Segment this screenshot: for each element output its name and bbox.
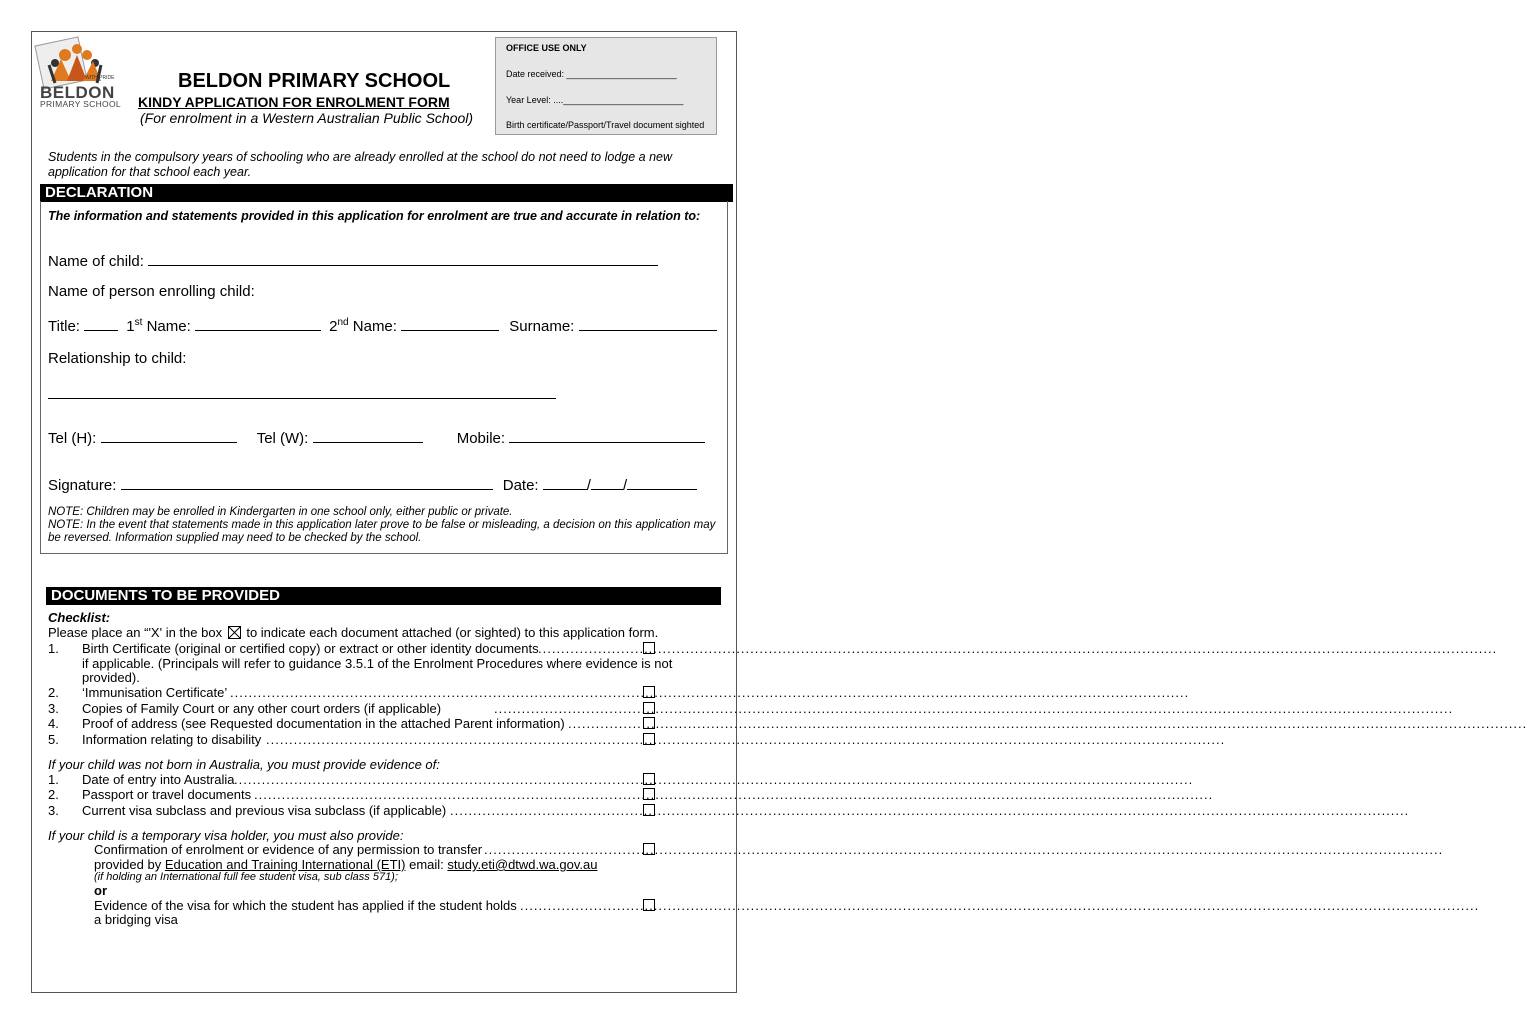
item-2-text: ‘Immunisation Certificate’ xyxy=(82,685,228,700)
form-subtitle: (For enrolment in a Western Australian Public School) xyxy=(140,110,474,126)
temp-visa-line-3: a bridging visa xyxy=(94,912,178,927)
item-1-text: Birth Certificate (original or certified copy) or extract or other identity documents xyxy=(82,641,539,656)
logo-subtext: PRIMARY SCHOOL xyxy=(40,99,121,109)
instruction-a: Please place an “'X' in the box xyxy=(48,625,223,640)
item-1-cont2: provided). xyxy=(82,670,140,685)
second-name-sup: nd xyxy=(337,317,349,328)
mobile-label: Mobile: xyxy=(456,430,506,447)
year-level-field[interactable]: Year Level: ....________________________ xyxy=(506,95,684,105)
nb-item-1-text: Date of entry into Australia xyxy=(82,772,235,787)
item-1-cont1: if applicable. (Principals will refer to guidance 3.5.1 of the Enrolment Procedures where evidence is not xyxy=(82,656,673,671)
birth-cert-sighted: Birth certificate/Passport/Travel document sighted xyxy=(506,120,705,130)
signature-field[interactable] xyxy=(121,475,493,490)
temp-visa-email-label: email: xyxy=(409,857,444,872)
not-born-heading: If your child was not born in Australia, you must provide evidence of: xyxy=(48,757,440,772)
nb-item-2-num: 2. xyxy=(48,787,59,802)
relationship-label: Relationship to child: xyxy=(48,350,187,367)
person-enrolling-label: Name of person enrolling child: xyxy=(48,283,255,300)
item-3-dots: ................................................................................................................................................................................................................ xyxy=(494,701,1454,716)
item-3-num: 3. xyxy=(48,701,59,716)
temp-visa-checkbox-1[interactable] xyxy=(643,843,655,855)
nb-item-2-checkbox[interactable] xyxy=(643,788,655,800)
item-3-checkbox[interactable] xyxy=(643,702,655,714)
second-name-field[interactable] xyxy=(401,316,499,331)
date-label: Date: xyxy=(502,477,539,494)
declaration-heading: DECLARATION xyxy=(40,184,733,202)
nb-item-1-checkbox[interactable] xyxy=(643,773,655,785)
instruction-b: to indicate each document attached (or sighted) to this application form. xyxy=(246,625,659,640)
nb-item-1-num: 1. xyxy=(48,772,59,787)
logo-text: BELDON xyxy=(40,83,115,102)
nb-item-3-checkbox[interactable] xyxy=(643,804,655,816)
name-of-child-field[interactable] xyxy=(148,251,658,266)
declaration-statement: The information and statements provided in this application for enrolment are true and accurate in relation to: xyxy=(48,209,701,223)
item-1-checkbox[interactable] xyxy=(643,642,655,654)
item-1-num: 1. xyxy=(48,641,59,656)
documents-heading: DOCUMENTS TO BE PROVIDED xyxy=(46,587,721,605)
note-2: NOTE: In the event that statements made in this application later prove to be false or misleading, a decision on this application may be reversed. Information supplied may need to be checked by the school. xyxy=(48,519,716,544)
item-2-dots: ................................................................................................................................................................................................................ xyxy=(230,685,1190,700)
title-field[interactable] xyxy=(84,316,118,331)
item-4-checkbox[interactable] xyxy=(643,717,655,729)
date-sep-1: / xyxy=(586,477,591,494)
form-title: KINDY APPLICATION FOR ENROLMENT FORM xyxy=(138,94,450,110)
surname-field[interactable] xyxy=(579,316,717,331)
temp-visa-provided-by: provided by xyxy=(94,857,162,872)
intro-text: Students in the compulsory years of schooling who are already enrolled at the school do not need to lodge a new application for that school each year. xyxy=(48,150,673,179)
nb-item-3-num: 3. xyxy=(48,803,59,818)
date-received-field[interactable]: Date received: ______________________ xyxy=(506,69,677,79)
nb-item-1-dots: ................................................................................................................................................................................................................ xyxy=(234,772,1194,787)
date-year-field[interactable] xyxy=(627,475,697,490)
tel-h-field[interactable] xyxy=(101,428,237,443)
item-5-text: Information relating to disability xyxy=(82,732,262,747)
surname-label: Surname: xyxy=(509,318,575,335)
crossed-box-icon xyxy=(228,626,241,639)
date-day-field[interactable] xyxy=(543,475,587,490)
title-label: Title: xyxy=(48,318,80,335)
office-title: OFFICE USE ONLY xyxy=(506,43,587,53)
first-name-field[interactable] xyxy=(195,316,321,331)
item-4-dots: ................................................................................................................................................................................................................ xyxy=(568,716,1527,731)
date-sep-2: / xyxy=(622,477,628,494)
nb-item-3-text: Current visa subclass and previous visa subclass (if applicable) xyxy=(82,803,447,818)
eti-email-link[interactable]: study.eti@dtwd.wa.gov.au xyxy=(447,857,598,872)
temp-visa-line-1: Confirmation of enrolment or evidence of any permission to transfer xyxy=(94,842,483,857)
second-name-num: 2 xyxy=(329,318,338,335)
school-name: BELDON PRIMARY SCHOOL xyxy=(178,70,451,92)
office-use-box xyxy=(495,37,717,135)
item-5-dots: ................................................................................................................................................................................................................ xyxy=(266,732,1226,747)
or-label: or xyxy=(94,883,107,898)
item-5-num: 5. xyxy=(48,732,59,747)
item-1-dots: ................................................................................................................................................................................................................ xyxy=(538,641,1498,656)
first-name-sup: st xyxy=(134,317,143,328)
item-4-num: 4. xyxy=(48,716,59,731)
logo-ribbon: WITH PRIDE xyxy=(85,75,115,81)
nb-item-2-dots: ................................................................................................................................................................................................................ xyxy=(254,787,1214,802)
temp-visa-heading: If your child is a temporary visa holder, you must also provide: xyxy=(48,828,404,843)
date-month-field[interactable] xyxy=(591,475,623,490)
eti-link[interactable]: Education and Training International (ETI) xyxy=(164,857,406,872)
tel-h-label: Tel (H): xyxy=(48,430,97,447)
item-3-text: Copies of Family Court or any other court orders (if applicable) xyxy=(82,701,442,716)
temp-visa-subclass-note: (if holding an International full fee student visa, sub class 571); xyxy=(94,871,398,883)
item-5-checkbox[interactable] xyxy=(643,733,655,745)
temp-visa-line-2: Evidence of the visa for which the student has applied if the student holds xyxy=(94,898,517,913)
temp-visa-checkbox-2[interactable] xyxy=(643,899,655,911)
note-1: NOTE: Children may be enrolled in Kindergarten in one school only, either public or private. xyxy=(48,506,513,518)
mobile-field[interactable] xyxy=(509,428,705,443)
first-name-num: 1 xyxy=(126,318,135,335)
item-2-num: 2. xyxy=(48,685,59,700)
second-name-label: Name: xyxy=(352,318,397,335)
temp-visa-dots-2: ................................................................................................................................................................................................................ xyxy=(520,898,1480,913)
item-4-text: Proof of address (see Requested documentation in the attached Parent information) xyxy=(82,716,565,731)
checklist-heading: Checklist: xyxy=(48,610,111,625)
item-2-checkbox[interactable] xyxy=(643,686,655,698)
nb-item-2-text: Passport or travel documents xyxy=(82,787,252,802)
nb-item-3-dots: ................................................................................................................................................................................................................ xyxy=(450,803,1410,818)
first-name-label: Name: xyxy=(146,318,191,335)
declaration-notes xyxy=(48,506,728,545)
name-of-child-label: Name of child: xyxy=(48,253,144,270)
signature-label: Signature: xyxy=(48,477,117,494)
relationship-field[interactable] xyxy=(48,398,556,399)
tel-w-label: Tel (W): xyxy=(256,430,309,447)
tel-w-field[interactable] xyxy=(313,428,423,443)
temp-visa-dots-1: ................................................................................................................................................................................................................ xyxy=(484,842,1444,857)
